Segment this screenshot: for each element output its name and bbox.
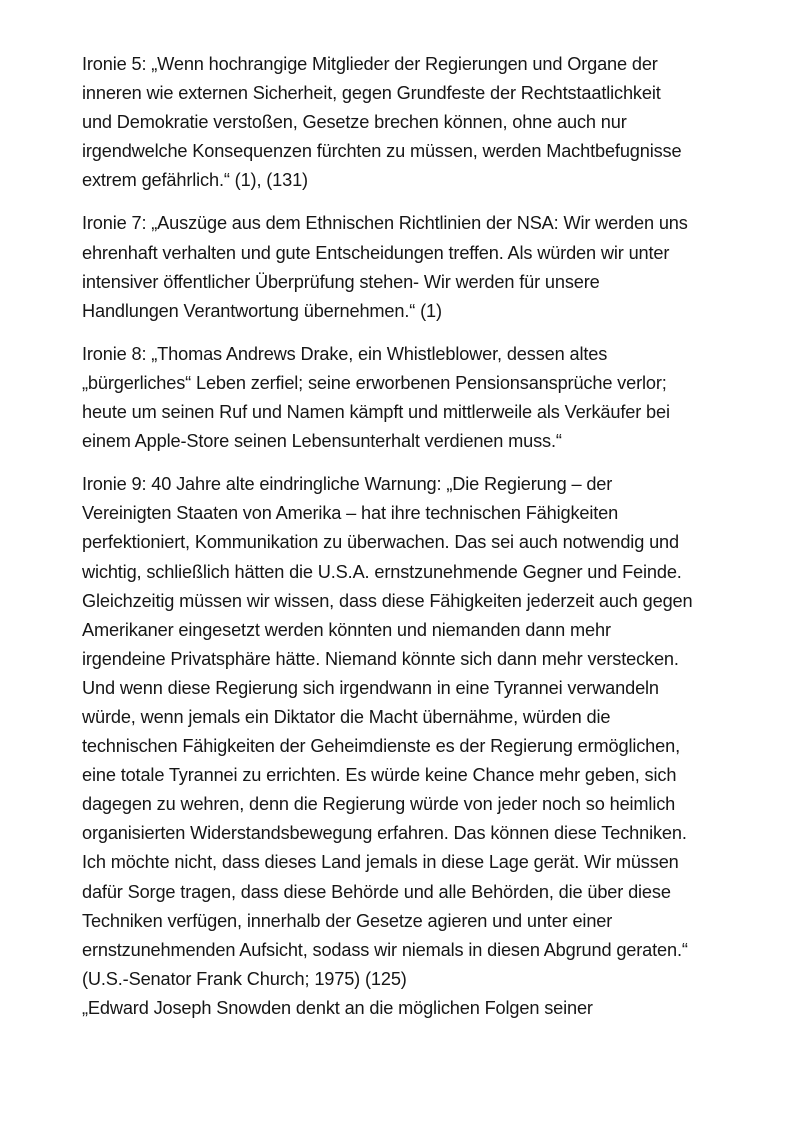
text-line: extrem gefährlich.“ (1), (131) bbox=[82, 170, 308, 191]
text-line: irgendwelche Konsequenzen fürchten zu müssen, werden Machtbefugnisse bbox=[82, 141, 682, 162]
text-line: Ironie 5: „Wenn hochrangige Mitglieder der Regierungen und Organe der bbox=[82, 54, 658, 74]
document-page bbox=[82, 50, 762, 1023]
paragraph-ironie-7 bbox=[82, 209, 762, 325]
text-line: einem Apple-Store seinen Lebensunterhalt verdienen muss.“ bbox=[82, 431, 562, 452]
text-line: Vereinigten Staaten von Amerika – hat ihre technischen Fähigkeiten bbox=[82, 503, 619, 524]
text-line: und Demokratie verstoßen, Gesetze brechen können, ohne auch nur bbox=[82, 112, 627, 133]
paragraph-spacer bbox=[82, 326, 762, 340]
text-line: eine totale Tyrannei zu errichten. Es würde keine Chance mehr geben, sich bbox=[82, 765, 677, 786]
text-line: würde, wenn jemals ein Diktator die Macht übernähme, würden die bbox=[82, 706, 611, 727]
text-line: perfektioniert, Kommunikation zu überwachen. Das sei auch notwendig und bbox=[82, 532, 679, 553]
paragraph-spacer bbox=[82, 195, 762, 209]
text-line: inneren wie externen Sicherheit, gegen Grundfeste der Rechtstaatlichkeit bbox=[82, 83, 661, 104]
text-line: Techniken verfügen, innerhalb der Gesetze agieren und unter einer bbox=[82, 910, 613, 931]
text-line: intensiver öffentlicher Überprüfung stehen- Wir werden für unsere bbox=[82, 271, 600, 292]
paragraph-spacer bbox=[82, 456, 762, 470]
paragraph-ironie-9 bbox=[82, 470, 762, 1023]
text-line: heute um seinen Ruf und Namen kämpft und mittlerweile als Verkäufer bei bbox=[82, 402, 670, 423]
paragraph-ironie-8 bbox=[82, 340, 762, 456]
text-line: technischen Fähigkeiten der Geheimdienste es der Regierung ermöglichen, bbox=[82, 736, 680, 757]
text-line: „bürgerliches“ Leben zerfiel; seine erworbenen Pensionsansprüche verlor; bbox=[82, 372, 667, 393]
text-line: ernstzunehmenden Aufsicht, sodass wir niemals in diesen Abgrund geraten.“ bbox=[82, 939, 688, 960]
text-line: Amerikaner eingesetzt werden könnten und niemanden dann mehr bbox=[82, 619, 611, 640]
text-line: Ironie 7: „Auszüge aus dem Ethnischen Richtlinien der NSA: Wir werden uns bbox=[82, 213, 688, 234]
text-line: dagegen zu wehren, denn die Regierung würde von jeder noch so heimlich bbox=[82, 794, 676, 815]
text-line: Ironie 9: 40 Jahre alte eindringliche Warnung: „Die Regierung – der bbox=[82, 474, 613, 495]
source-citation: (U.S.-Senator Frank Church; 1975) (125) bbox=[82, 968, 407, 989]
text-line: „Edward Joseph Snowden denkt an die möglichen Folgen seiner bbox=[82, 997, 593, 1018]
paragraph-ironie-5 bbox=[82, 50, 762, 195]
text-line: dafür Sorge tragen, dass diese Behörde und alle Behörden, die über diese bbox=[82, 881, 671, 902]
text-line: irgendeine Privatsphäre hätte. Niemand könnte sich dann mehr verstecken. bbox=[82, 648, 679, 669]
text-line: Ich möchte nicht, dass dieses Land jemals in diese Lage gerät. Wir müssen bbox=[82, 852, 679, 873]
text-line: Handlungen Verantwortung übernehmen.“ (1) bbox=[82, 300, 442, 321]
text-line: Ironie 8: „Thomas Andrews Drake, ein Whistleblower, dessen altes bbox=[82, 343, 608, 364]
text-line: ehrenhaft verhalten und gute Entscheidungen treffen. Als würden wir unter bbox=[82, 242, 670, 263]
text-line: Und wenn diese Regierung sich irgendwann in eine Tyrannei verwandeln bbox=[82, 677, 659, 698]
text-line: wichtig, schließlich hätten die U.S.A. ernstzunehmende Gegner und Feinde. bbox=[82, 561, 682, 582]
text-line: organisierten Widerstandsbewegung erfahren. Das können diese Techniken. bbox=[82, 823, 687, 844]
text-line: Gleichzeitig müssen wir wissen, dass diese Fähigkeiten jederzeit auch gegen bbox=[82, 590, 693, 611]
